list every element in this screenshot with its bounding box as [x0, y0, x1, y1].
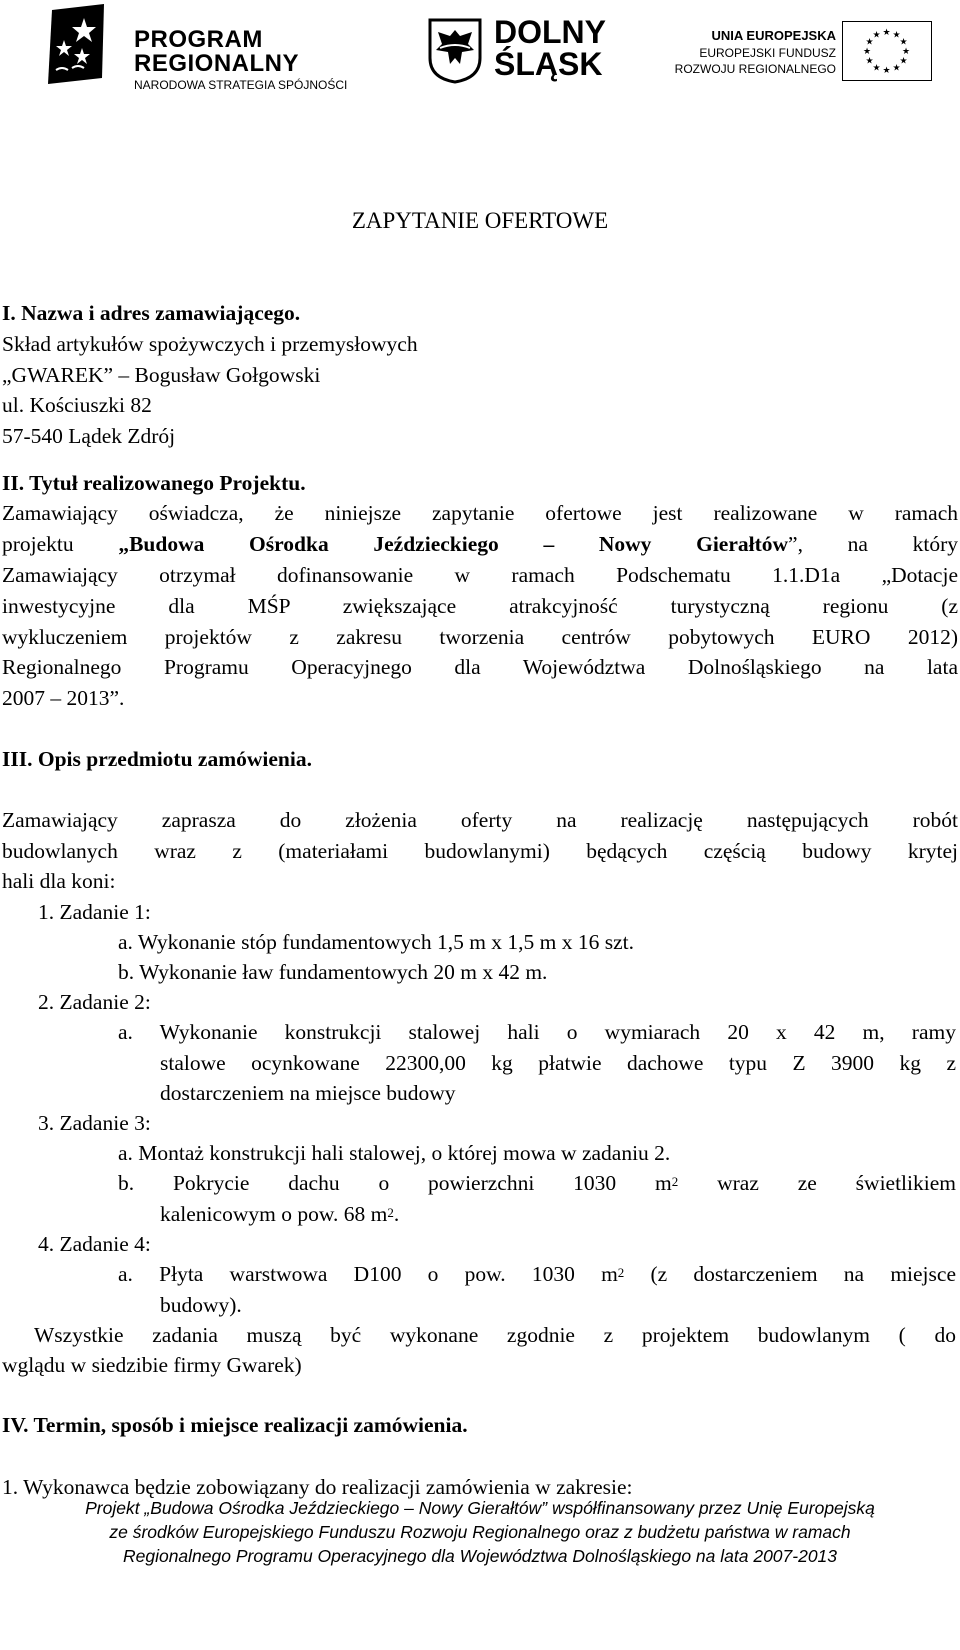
unia-label: UNIA EUROPEJSKA [711, 28, 836, 43]
task-3b-line-2-text: kalenicowym o pow. 68 m [160, 1202, 388, 1226]
svg-text:★: ★ [872, 63, 881, 74]
na-ktory-text: ”, na który [788, 532, 958, 556]
section-2-line-7: 2007 – 2013”. [2, 686, 125, 710]
svg-text:★: ★ [899, 56, 908, 67]
footer-line-2: ze środków Europejskiego Funduszu Rozwoju Regionalnego oraz z budżetu państwa w ramach [109, 1522, 851, 1542]
section-3-intro-1: Zamawiający zaprasza do złożenia oferty na realizację następujących robót [2, 808, 958, 832]
task-2a-line-3: dostarczeniem na miejsce budowy [160, 1081, 456, 1105]
section-2-heading: II. Tytuł realizowanego Projektu. [2, 471, 306, 495]
section-4-heading: IV. Termin, sposób i miejsce realizacji zamówienia. [2, 1413, 468, 1437]
task-4a-line-1 [118, 1259, 956, 1290]
footer [0, 1496, 960, 1568]
svg-text:★: ★ [901, 47, 911, 57]
unia-europejska-logo [674, 18, 936, 84]
all-tasks-line-2: wglądu w siedzibie firmy Gwarek) [2, 1353, 302, 1377]
task-3b-line-2-end: . [393, 1202, 400, 1226]
task-3: 3. Zadanie 3: [38, 1111, 151, 1135]
address-line-3: ul. Kościuszki 82 [2, 393, 152, 417]
address-line-1: Skład artykułów spożywczych i przemysłowych [2, 332, 418, 356]
fundusz-label: EUROPEJSKI FUNDUSZ [699, 46, 836, 60]
strategia-label: NARODOWA STRATEGIA SPÓJNOŚCI [134, 78, 348, 92]
task-1a: a. Wykonanie stóp fundamentowych 1,5 m x 1,5 m x 16 szt. [118, 930, 635, 954]
task-1b: b. Wykonanie ław fundamentowych 20 m x 42 m. [118, 960, 548, 984]
regionalny-label: REGIONALNY [134, 50, 300, 77]
section-4-item-1: 1. Wykonawca będzie zobowiązany do realizacji zamówienia w zakresie: [2, 1475, 633, 1499]
task-2a-line-2: stalowe ocynkowane 22300,00 kg płatwie dachowe typu Z 3900 kg z [160, 1051, 956, 1075]
task-4: 4. Zadanie 4: [38, 1232, 151, 1256]
svg-text:★: ★ [872, 30, 881, 41]
program-label: PROGRAM [134, 26, 263, 53]
dolny-slask-eagle-crest-icon [428, 18, 482, 84]
section-2-line-6: Regionalnego Programu Operacyjnego dla Województwa Dolnośląskiego na lata [2, 655, 958, 679]
task-2a-line-1: a. Wykonanie konstrukcji stalowej hali o wymiarach 20 x 42 m, ramy [118, 1020, 956, 1044]
svg-text:★: ★ [892, 30, 901, 41]
section-2-line-5: wykluczeniem projektów z zakresu tworzenia centrów pobytowych EURO 2012) [2, 625, 958, 649]
svg-text:★: ★ [899, 37, 908, 48]
section-2-line-3: Zamawiający otrzymał dofinansowanie w ramach Podschematu 1.1.D1a „Dotacje [2, 563, 958, 587]
program-regionalny-emblem-icon [44, 4, 124, 90]
svg-text:★: ★ [892, 63, 901, 74]
superscript-2: 2 [387, 1205, 394, 1220]
address-line-2: „GWAREK” – Bogusław Gołgowski [2, 363, 321, 387]
superscript-2: 2 [671, 1174, 679, 1189]
section-3-intro-3: hali dla koni: [2, 869, 116, 893]
task-3b-text-cont: wraz ze świetlikiem [678, 1171, 956, 1195]
all-tasks-line-1: Wszystkie zadania muszą być wykonane zgodnie z projektem budowlanym ( do [34, 1323, 956, 1347]
document-title: ZAPYTANIE OFERTOWE [351, 208, 609, 233]
section-3-intro-2: budowlanych wraz z (materiałami budowlanymi) będących częścią budowy krytej [2, 839, 958, 863]
task-3b-line-1 [118, 1168, 956, 1199]
task-2: 2. Zadanie 2: [38, 990, 151, 1014]
svg-text:★: ★ [865, 56, 874, 67]
task-3b-line-2 [160, 1199, 399, 1230]
section-2-line-2 [2, 529, 958, 560]
task-1: 1. Zadanie 1: [38, 900, 151, 924]
task-3b-text: b. Pokrycie dachu o powierzchni 1030 m [118, 1171, 672, 1195]
eu-flag-icon [842, 21, 932, 81]
projektu-text: projektu [2, 532, 119, 556]
dolny-label: DOLNY [494, 14, 606, 50]
rozwoju-label: ROZWOJU REGIONALNEGO [674, 62, 836, 76]
section-1-heading: I. Nazwa i adres zamawiającego. [2, 301, 301, 325]
task-3a: a. Montaż konstrukcji hali stalowej, o której mowa w zadaniu 2. [118, 1141, 671, 1165]
program-regionalny-logo [44, 4, 374, 90]
svg-text:★: ★ [882, 28, 891, 38]
slask-label: ŚLĄSK [494, 46, 603, 82]
superscript-2: 2 [617, 1265, 625, 1280]
dolny-slask-logo [428, 16, 628, 88]
section-2-line-4: inwestycyjne dla MŚP zwiększające atrakcyjność turystyczną regionu (z [2, 594, 958, 618]
footer-line-3: Regionalnego Programu Operacyjnego dla Województwa Dolnośląskiego na lata 2007-2013 [122, 1546, 838, 1566]
task-4a-text: a. Płyta warstwowa D100 o pow. 1030 m [118, 1262, 618, 1286]
task-4a-line-2: budowy). [160, 1293, 242, 1317]
section-2-line-1: Zamawiający oświadcza, że niniejsze zapytanie ofertowe jest realizowane w ramach [2, 501, 958, 525]
svg-text:★: ★ [882, 66, 891, 76]
footer-line-1: Projekt „Budowa Ośrodka Jeździeckiego – Nowy Gierałtów” współfinansowany przez Unię Europejską [85, 1498, 875, 1518]
project-name: „Budowa Ośrodka Jeździeckiego – Nowy Gierałtów [118, 532, 789, 556]
svg-text:★: ★ [865, 37, 874, 48]
svg-text:★: ★ [862, 47, 872, 57]
task-4a-text-cont: (z dostarczeniem na miejsce [624, 1262, 956, 1286]
section-3-heading: III. Opis przedmiotu zamówienia. [2, 747, 312, 771]
address-line-4: 57-540 Lądek Zdrój [2, 424, 176, 448]
